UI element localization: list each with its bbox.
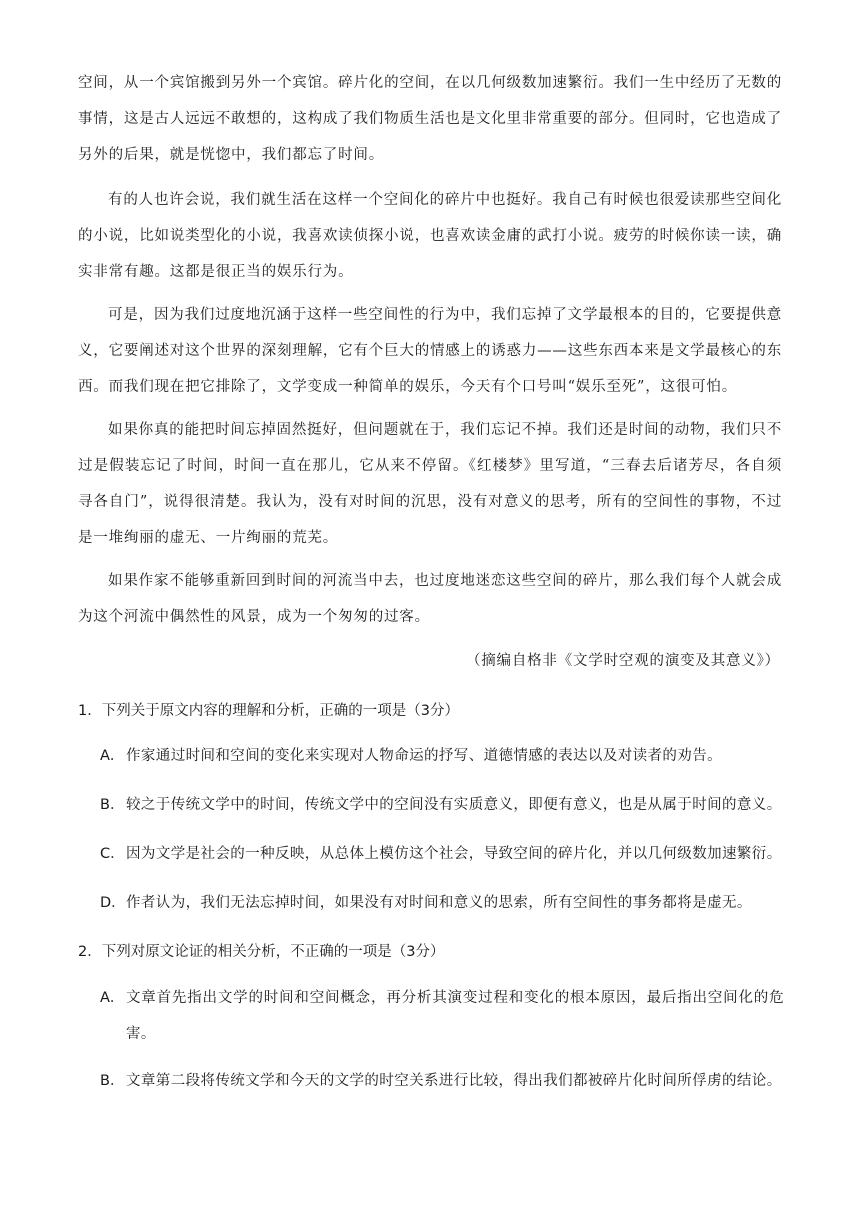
question-1-option-b[interactable] (100, 787, 784, 823)
passage-paragraph-3: 可是，因为我们过度地沉涵于这样一些空间性的行为中，我们忘掉了文学最根本的目的，它要提供意义，它要阐述对这个世界的深刻理解，它有个巨大的情感上的诱惑力——这些东西本来是文学最核心的东西。而我们现在把它排除了，文学变成一种简单的娱乐，今天有个口号叫“娱乐至死”，这很可怕。 (78, 307, 782, 395)
option-letter: A． (100, 748, 125, 764)
passage-paragraph-2: 有的人也许会说，我们就生活在这样一个空间化的碎片中也挺好。我自己有时候也很爱读那些空间化的小说，比如说类型化的小说，我喜欢读侦探小说，也喜欢读金庸的武打小说。疲劳的时候你读一读，确实非常有趣。这都是很正当的娱乐行为。 (78, 192, 782, 280)
question-1-option-c[interactable] (100, 836, 784, 872)
option-text: 作者认为，我们无法忘掉时间，如果没有对时间和意义的思索，所有空间性的事务都将是虚无。 (126, 895, 752, 911)
option-text: 因为文学是社会的一种反映，从总体上模仿这个社会，导致空间的碎片化，并以几何级数加速繁衍。 (126, 846, 782, 862)
passage-paragraph-4: 如果你真的能把时间忘掉固然挺好，但问题就在于，我们忘记不掉。我们还是时间的动物，我们只不过是假装忘记了时间，时间一直在那儿，它从来不停留。《红楼梦》里写道，“三春去后诸芳尽，各自须寻各自门”，说得很清楚。我认为，没有对时间的沉思，没有对意义的思考，所有的空间性的事物，不过是一堆绚丽的虚无、一片绚丽的荒芜。 (78, 422, 782, 546)
question-2-stem: 2．下列对原文论证的相关分析，不正确的一项是（3分） (78, 944, 445, 960)
option-text: 作家通过时间和空间的变化来实现对人物命运的抒写、道德情感的表达以及对读者的劝告。 (126, 748, 722, 764)
option-letter: A． (100, 990, 125, 1006)
question-1-option-a[interactable] (100, 738, 784, 774)
passage-source: （摘编自格非《文学时空观的演变及其意义》） (465, 653, 780, 669)
option-letter: C． (100, 846, 125, 862)
question-2-option-b[interactable] (100, 1063, 784, 1099)
passage-paragraph-1: 空间，从一个宾馆搬到另外一个宾馆。碎片化的空间，在以几何级数加速繁衍。我们一生中经历了无数的事情，这是古人远远不敢想的，这构成了我们物质生活也是文化里非常重要的部分。但同时，它也造成了另外的后果，就是恍惚中，我们都忘了时间。 (78, 75, 782, 163)
option-letter: B． (100, 1073, 125, 1089)
option-letter: D． (100, 895, 126, 911)
option-text: 文章第二段将传统文学和今天的文学的时空关系进行比较，得出我们都被碎片化时间所俘虏的结论。 (126, 1073, 782, 1089)
question-2-option-a[interactable] (100, 980, 784, 1052)
passage-paragraph-5: 如果作家不能够重新回到时间的河流当中去，也过度地迷恋这些空间的碎片，那么我们每个人就会成为这个河流中偶然性的风景，成为一个匆匆的过客。 (78, 573, 782, 625)
question-1-stem: 1．下列关于原文内容的理解和分析，正确的一项是（3分） (78, 703, 459, 719)
option-letter: B． (100, 797, 125, 813)
option-text: 文章首先指出文学的时间和空间概念，再分析其演变过程和变化的根本原因，最后指出空间化的危害。 (126, 990, 784, 1042)
question-1-option-d[interactable] (100, 885, 784, 921)
option-text: 较之于传统文学中的时间，传统文学中的空间没有实质意义，即便有意义，也是从属于时间的意义。 (126, 797, 782, 813)
